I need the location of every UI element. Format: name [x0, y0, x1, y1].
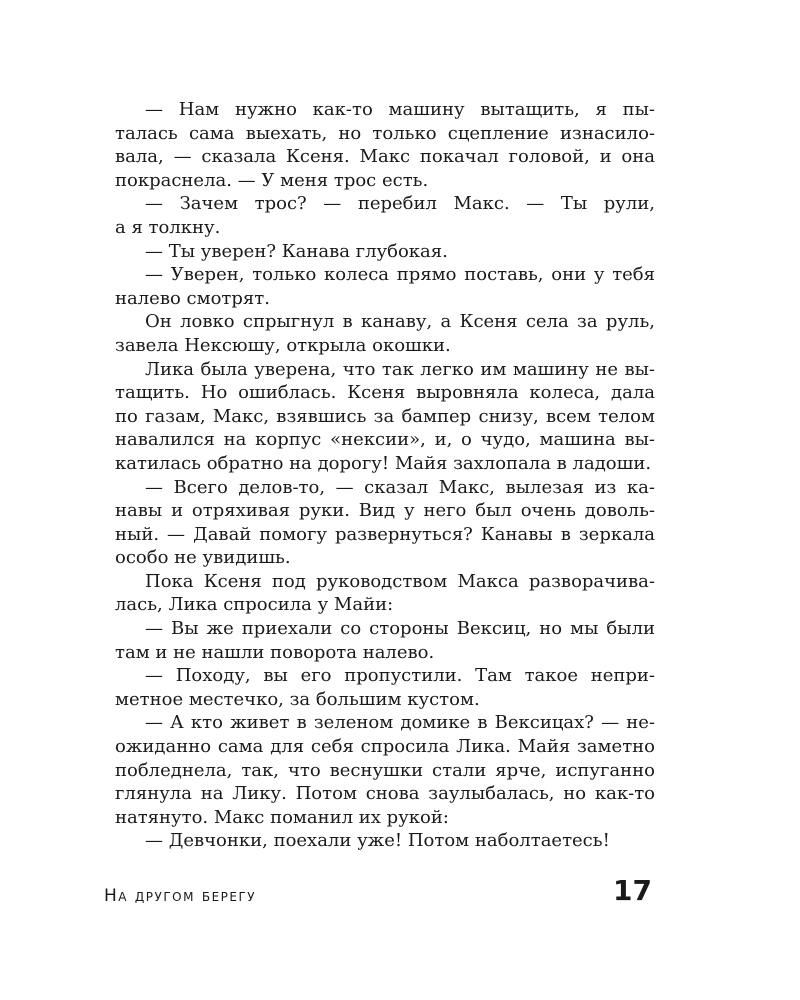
text-line: тащить. Но ошиблась. Ксеня выровняла колеса, дала: [115, 382, 655, 404]
text-line: — Уверен, только колеса прямо поставь, они у тебя: [145, 264, 655, 286]
text-line: Он ловко спрыгнул в канаву, а Ксеня села за руль,: [145, 311, 655, 333]
text-line: а я толкну.: [115, 216, 221, 238]
text-line: метное местечко, за большим кустом.: [115, 688, 480, 710]
text-line: особо не увидишь.: [115, 547, 291, 569]
text-line: — Всего делов-то, — сказал Макс, вылезая из ка-: [145, 476, 655, 498]
text-line: — А кто живет в зеленом домике в Вексицах? — не-: [145, 712, 655, 734]
text-line: — Девчонки, поехали уже! Потом наболтаетесь!: [145, 830, 610, 852]
text-line: покраснела. — У меня трос есть.: [115, 169, 429, 191]
text-line: навалился на корпус «нексии», и, о чудо, машина вы-: [115, 429, 655, 451]
text-line: налево смотрят.: [115, 287, 270, 309]
text-line: ный. — Давай помогу развернуться? Канавы в зеркала: [115, 523, 655, 545]
text-line: талась сама выехать, но только сцепление изнасило-: [115, 122, 655, 144]
text-line: побледнела, так, что веснушки стали ярче, испуганно: [115, 759, 655, 781]
text-line: Пока Ксеня под руководством Макса разворачива-: [145, 570, 655, 592]
body-text: [115, 98, 655, 853]
text-line: катилась обратно на дорогу! Майя захлопала в ладоши.: [115, 452, 652, 474]
text-line: — Походу, вы его пропустили. Там такое непри-: [145, 665, 655, 687]
page-number: 17: [613, 874, 652, 907]
text-line: там и не нашли поворота налево.: [115, 641, 435, 663]
text-line: ожиданно сама для себя спросила Лика. Майя заметно: [115, 736, 655, 758]
text-line: лась, Лика спросила у Майи:: [115, 594, 394, 616]
text-line: — Ты уверен? Канава глубокая.: [145, 240, 448, 262]
running-footer-title: На другом берегу: [104, 886, 257, 906]
text-line: глянула на Лику. Потом снова заулыбалась, но как-то: [115, 783, 655, 805]
text-line: — Нам нужно как-то машину вытащить, я пы-: [145, 99, 655, 120]
text-line: вала, — сказала Ксеня. Макс покачал головой, и она: [115, 146, 655, 168]
text-line: завела Нексюшу, открыла окошки.: [115, 334, 451, 356]
text-line: — Вы же приехали со стороны Вексиц, но мы были: [145, 618, 655, 640]
text-line: — Зачем трос? — перебил Макс. — Ты рули,: [145, 193, 655, 215]
text-line: натянуто. Макс поманил их рукой:: [115, 806, 449, 828]
text-line: по газам, Макс, взявшись за бампер снизу, всем телом: [115, 405, 655, 427]
text-line: Лика была уверена, что так легко им машину не вы-: [145, 358, 655, 380]
text-line: навы и отряхивая руки. Вид у него был очень доволь-: [115, 500, 655, 522]
